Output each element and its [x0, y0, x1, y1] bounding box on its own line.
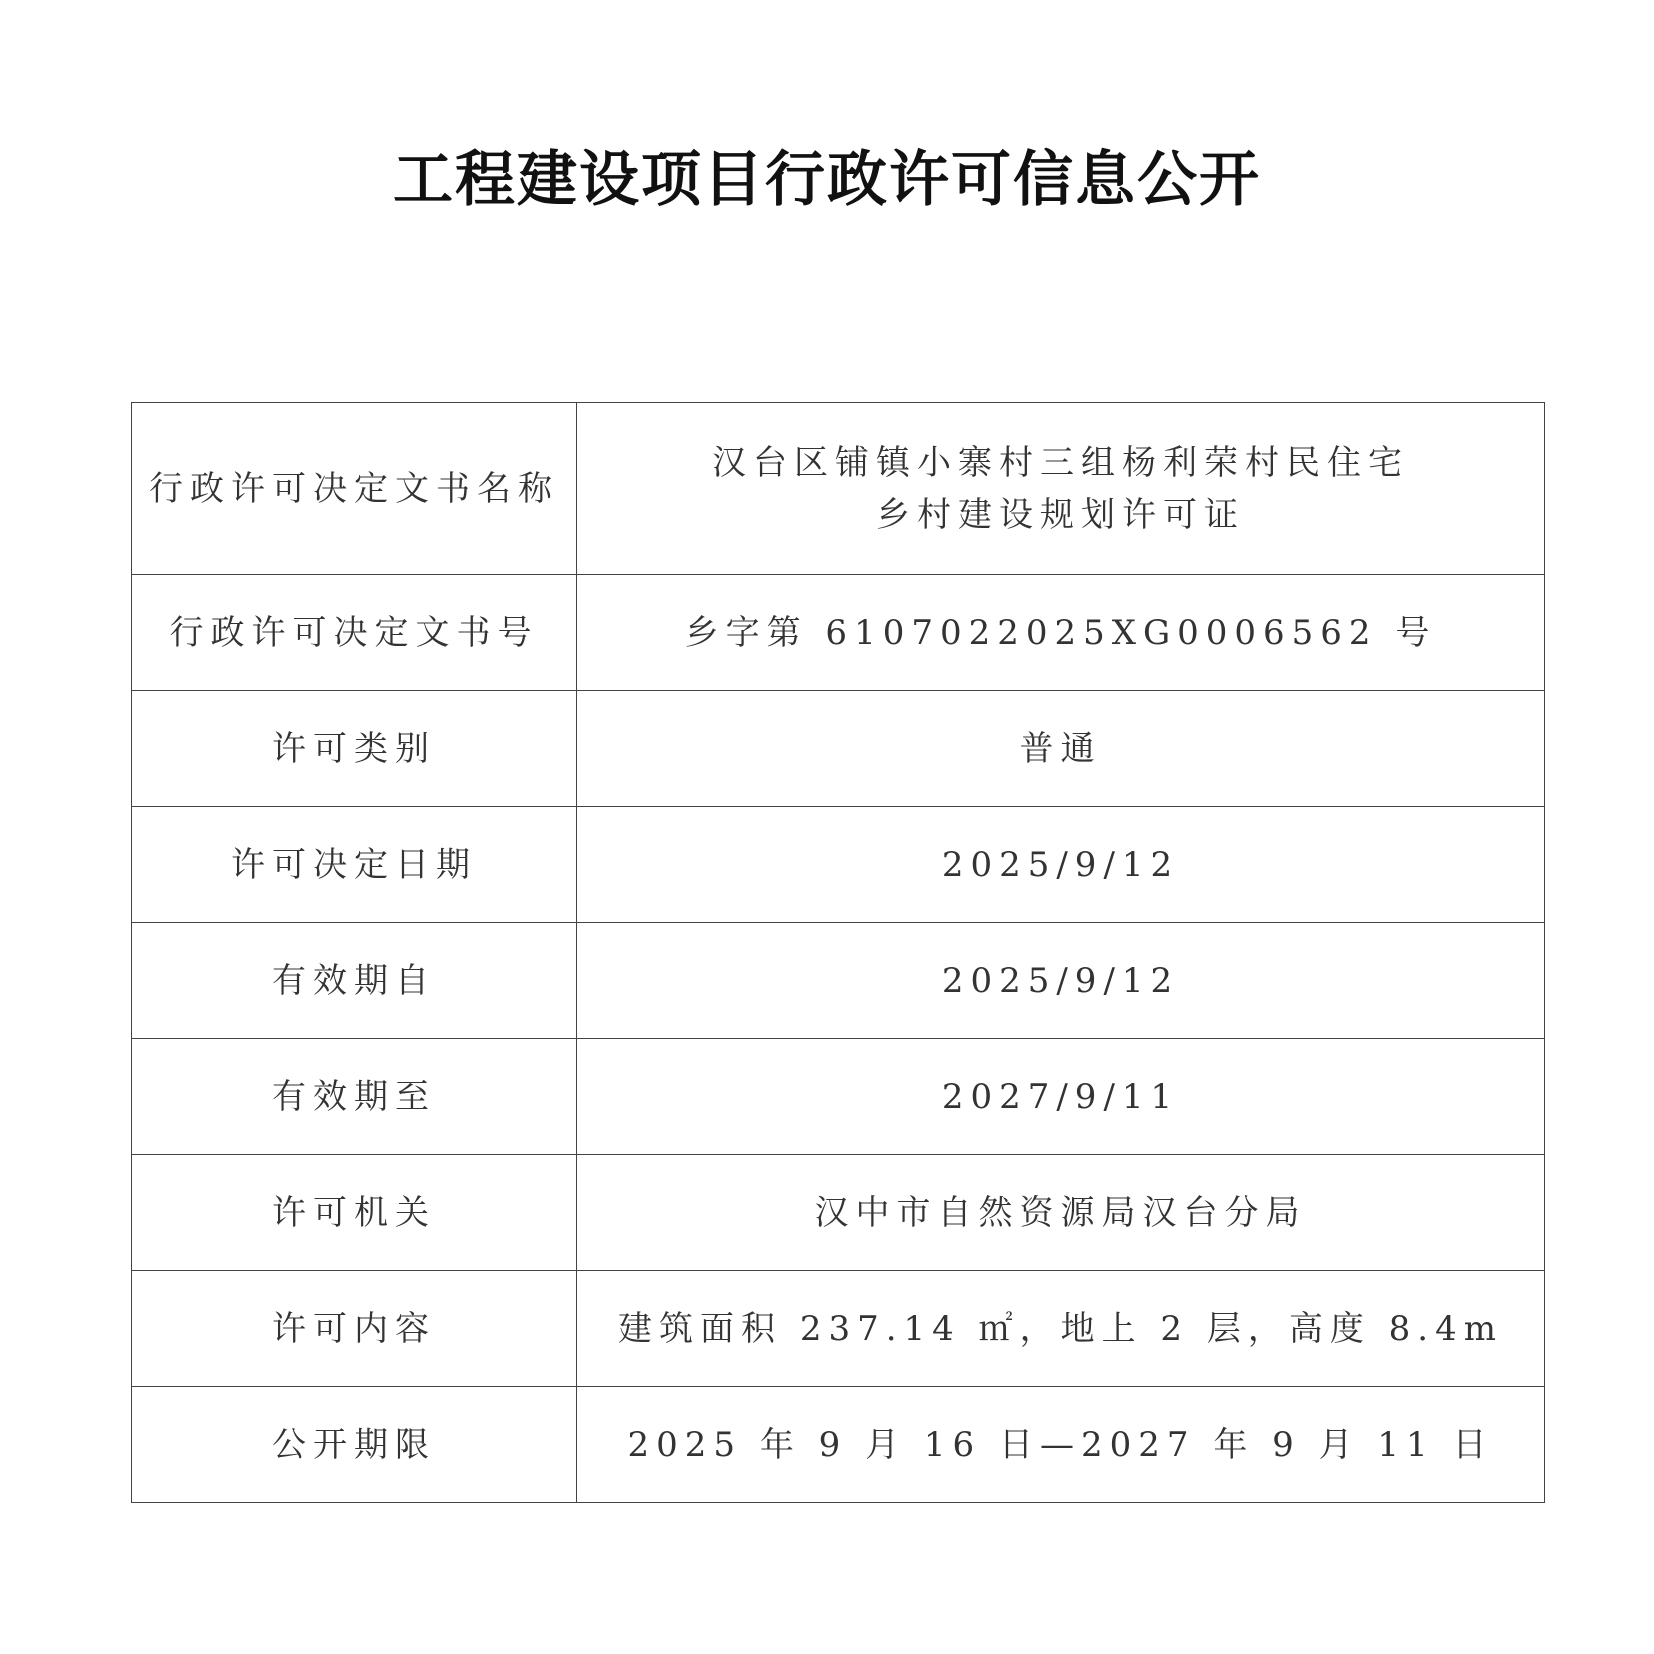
row-value: [577, 403, 1545, 575]
row-label: 有效期至: [132, 1039, 577, 1155]
table-row-document-number: [132, 575, 1545, 691]
value-line: 乡村建设规划许可证: [876, 494, 1245, 535]
row-value: 乡字第 6107022025XG0006562 号: [577, 575, 1545, 691]
row-value: 汉中市自然资源局汉台分局: [577, 1155, 1545, 1271]
value-line: 汉台区铺镇小寨村三组杨利荣村民住宅: [712, 442, 1409, 483]
table-row-decision-date: [132, 807, 1545, 923]
row-value: 2025 年 9 月 16 日—2027 年 9 月 11 日: [577, 1387, 1545, 1503]
table-row-disclosure-period: [132, 1387, 1545, 1503]
row-value: 2025/9/12: [577, 807, 1545, 923]
row-label: 许可内容: [132, 1271, 577, 1387]
row-label: 许可决定日期: [132, 807, 577, 923]
table-row-valid-until: [132, 1039, 1545, 1155]
row-value: 建筑面积 237.14 ㎡，地上 2 层，高度 8.4m: [577, 1271, 1545, 1387]
table-row-valid-from: [132, 923, 1545, 1039]
row-label: 许可类别: [132, 691, 577, 807]
row-label: 行政许可决定文书名称: [132, 403, 577, 575]
table-row-document-name: [132, 403, 1545, 575]
table-row-permit-content: [132, 1271, 1545, 1387]
permit-info-table: [131, 402, 1545, 1503]
row-value: 2025/9/12: [577, 923, 1545, 1039]
row-label: 行政许可决定文书号: [132, 575, 577, 691]
table-row-permit-authority: [132, 1155, 1545, 1271]
row-label: 公开期限: [132, 1387, 577, 1503]
page-title: 工程建设项目行政许可信息公开: [393, 145, 1261, 215]
row-label: 有效期自: [132, 923, 577, 1039]
row-value: 2027/9/11: [577, 1039, 1545, 1155]
row-value: 普通: [577, 691, 1545, 807]
table-row-permit-category: [132, 691, 1545, 807]
row-label: 许可机关: [132, 1155, 577, 1271]
